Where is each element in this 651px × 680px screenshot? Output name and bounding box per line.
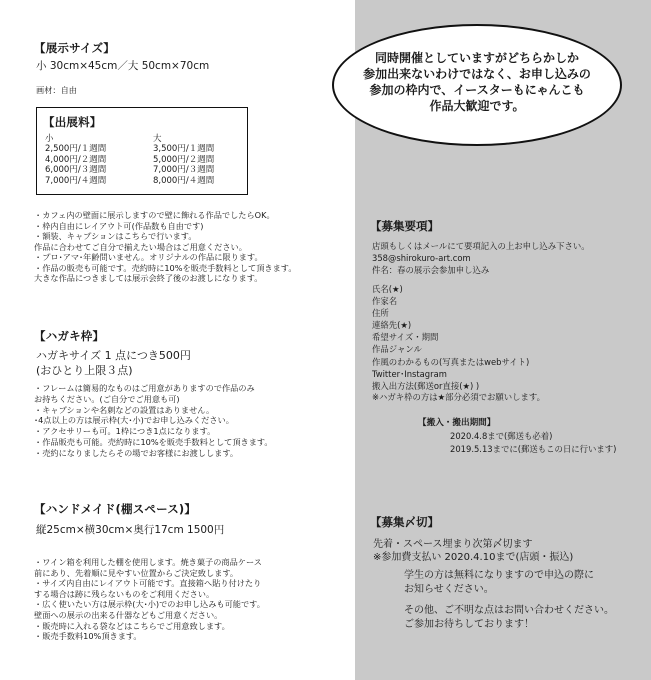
- other-line: ご参加お待ちしております！: [404, 618, 534, 630]
- schedule-item: 2019.5.13までに(郵送もこの日に行います): [450, 443, 617, 454]
- schedule-heading: 【搬入・搬出期間】: [418, 418, 496, 428]
- handmade-line1: 縦25cm×横30cm×奥行17cm 1500円: [36, 524, 225, 536]
- handmade-note: 前にあり、先着順に見やすい位置からご決定致します。: [34, 567, 239, 578]
- schedule-list: [450, 430, 616, 455]
- handmade-note: ・広く使いたい方は展示枠(大･小)でのお申し込みも可能です。: [34, 599, 265, 610]
- fee-large-label: 大: [153, 134, 162, 144]
- deadline-heading: 【募集〆切】: [370, 515, 439, 529]
- recruit-fields: [372, 283, 529, 392]
- handmade-note: する場合は跡に残らないものをご利用ください。: [34, 588, 215, 599]
- cafe-note: ・額装、キャプションはこちらで行います。: [34, 231, 197, 241]
- handmade-heading: 【ハンドメイド(棚スペース)】: [34, 502, 197, 516]
- schedule-item: 2020.4.8まで(郵送も必着): [450, 431, 553, 441]
- fee-large-row: 5,000円/２週間: [153, 154, 215, 165]
- postcard-heading: 【ハガキ枠】: [34, 329, 105, 343]
- cafe-notes: [34, 210, 297, 284]
- handmade-note: ・ワイン箱を利用した棚を使用します。焼き菓子の商品ケース: [34, 557, 262, 567]
- handmade-note: ・販売手数料10%頂きます。: [34, 631, 142, 642]
- deadline-student: [404, 569, 594, 596]
- fee-small-row: 4,000円/２週間: [45, 154, 107, 165]
- student-line: 学生の方は無料になりますので申込の際に: [404, 570, 594, 581]
- recruit-field: Twitter･Instagram: [372, 368, 447, 379]
- deadline-line2: ※参加費支払い 2020.4.10まで(店頭・振込): [373, 552, 574, 563]
- cafe-note: ・作品の販売も可能です。売約時に10%を販売手数料として頂きます。: [34, 262, 297, 273]
- other-line: その他、ご不明な点はお問い合わせください。: [404, 605, 614, 616]
- postcard-note: ・フレームは簡易的なものはご用意がありますので作品のみ: [34, 383, 255, 393]
- recruit-field: 住所: [372, 308, 389, 319]
- postcard-note: ・キャプションや名刺などの設置はありません。: [34, 404, 215, 415]
- handmade-note: ・サイズ内自由にレイアウト可能です。直接箱へ貼り付けたり: [34, 578, 262, 589]
- fee-large-row: 7,000円/３週間: [153, 165, 215, 175]
- material-text: 画材：自由: [36, 85, 77, 95]
- cafe-note: 作品に合わせてご自分で揃えたい場合はご用意ください。: [34, 241, 247, 252]
- fee-large-row: 3,500円/１週間: [153, 144, 215, 154]
- recruit-intro: [372, 240, 590, 276]
- recruit-note: ※ハガキ枠の方は★部分必須でお願いします。: [372, 392, 545, 402]
- handmade-note: 壁面への展示の出来る什器などもご用意ください。: [34, 609, 223, 620]
- postcard-note: ・作品販売も可能。売約時に10%を販売手数料として頂きます。: [34, 436, 273, 447]
- bubble-line: 参加の枠内で、イースターもにゃんこも: [369, 83, 585, 97]
- cafe-note: ・プロ･アマ･年齢問いません。オリジナルの作品に限ります。: [34, 252, 263, 262]
- recruit-field: 連絡先(★): [372, 320, 412, 331]
- recruit-email[interactable]: 358@shirokuro-art.com: [372, 253, 471, 263]
- student-line: お知らせください。: [404, 583, 494, 595]
- size-dimensions: 小 30cm×45cm／大 50cm×70cm: [36, 60, 210, 72]
- recruit-field: 作風のわかるもの(写真またはwebサイト): [372, 356, 530, 367]
- speech-bubble-text: [332, 50, 622, 114]
- cafe-note: ・枠内自由にレイアウト可(作品数も自由です): [34, 220, 204, 231]
- recruit-field: 搬入出方法(郵送or直接(★) ): [372, 380, 480, 391]
- deadline-other: [404, 604, 614, 631]
- recruit-heading: 【募集要項】: [370, 219, 439, 233]
- postcard-line1: ハガキサイズ 1 点につき500円: [36, 349, 191, 362]
- handmade-note: ・販売時に入れる袋などはこちらでご用意致します。: [34, 620, 230, 631]
- postcard-note: お持ちください。(ご自分でご用意も可): [34, 393, 180, 404]
- bubble-line: 参加出来ないわけではなく、お申し込みの: [363, 67, 591, 81]
- recruit-field: 作家名: [372, 296, 398, 307]
- fee-small-row: 6,000円/３週間: [45, 165, 107, 175]
- fee-small-label: 小: [45, 134, 54, 144]
- size-heading: 【展示サイズ】: [34, 41, 115, 55]
- postcard-note: ・売約になりましたらその場でお客様にお渡しします。: [34, 447, 239, 458]
- recruit-field: 作品ジャンル: [372, 344, 422, 355]
- fee-heading: 【出展料】: [43, 115, 102, 129]
- fee-small-row: 7,000円/４週間: [45, 175, 107, 186]
- recruit-field: 希望サイズ・期間: [372, 332, 439, 343]
- fee-large-list: [153, 144, 214, 186]
- bubble-line: 同時開催としていますがどちらかしか: [374, 51, 579, 65]
- postcard-note: ・アクセサリーも可。1枠につき1点になります。: [34, 426, 216, 437]
- recruit-field: 氏名(★): [372, 284, 403, 294]
- bubble-line: 作品大歓迎です。: [429, 99, 525, 113]
- postcard-notes: [34, 383, 273, 459]
- recruit-intro-line: 件名：春の展示会参加申し込み: [372, 265, 490, 275]
- postcard-line2: (おひとり上限３点): [36, 364, 133, 377]
- cafe-note: 大きな作品につきましては展示会終了後のお渡しになります。: [34, 273, 263, 283]
- deadline-line1: 先着・スペース埋まり次第〆切ます: [373, 539, 533, 550]
- postcard-note: ･4点以上の方は展示枠(大･小)でお申し込みください。: [34, 415, 234, 426]
- cafe-note: ・カフェ内の壁面に展示しますので壁に飾れる作品でしたらOK。: [34, 210, 275, 220]
- fee-large-row: 8,000円/４週間: [153, 175, 215, 186]
- fee-small-row: 2,500円/１週間: [45, 144, 107, 154]
- fee-table: [36, 107, 248, 195]
- handmade-notes: [34, 557, 265, 642]
- recruit-intro-line: 店頭もしくはメールにて要項記入の上お申し込み下さい。: [372, 241, 590, 251]
- fee-small-list: [45, 144, 106, 186]
